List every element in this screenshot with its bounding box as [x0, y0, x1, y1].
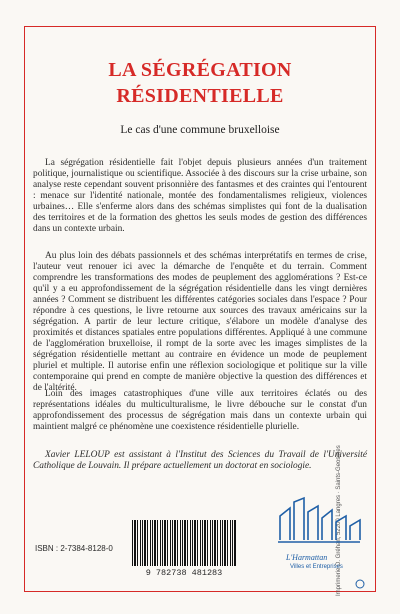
isbn: ISBN : 2-7384-8128-0	[35, 544, 113, 553]
book-title-line2: RÉSIDENTIELLE	[116, 85, 284, 107]
summary-paragraph-3: Loin des images catastrophiques d'une ville aux territoires éclatés ou des représentations idéales du multiculturalisme, le livre débouche sur le constat d'un approfondissement des processus de ségrégation mais dans un contexte urbain qui maintient malgré ce phénomène une coexistence résidentielle plurielle.	[33, 389, 367, 432]
summary-paragraph-2: Au plus loin des débats passionnels et des schémas interprétatifs en termes de crise, l'auteur veut renouer ici avec la démarche de l'enquête et du terrain. Comment comprendre les transformations des modes de peuplement des agglomérations ? Est-ce qu'il y a eu approfondissement de la ségrégation résidentielle dans les vingt dernières années ? Comment se distribuent les différentes catégories sociales dans l'espace ? Pour répondre à ces questions, le livre retourne aux sources des travaux américains sur la ségrégation. A partir de leur lecture critique, s'élabore un modèle d'analyse des proximités et distances spatiales entre populations différentes. Appliqué à une commune de l'agglomération bruxelloise, il rompt de la sorte avec les images simplistes de la ségrégation résidentielle mettant au contraire en évidence un mode de peuplement pluriel et multiple. Il autorise enfin une réflexion sociologique et politique sur la ville contemporaine qui prend en compte de manière objective la question des différences et de l'altérité.	[33, 251, 367, 393]
author-name: Xavier LELOUP	[45, 450, 110, 460]
author-description: est assistant à l'Institut des Sciences du Travail de l'Université Catholique de Louvain. Il prépare actuellement un doctorat en sociologie.	[33, 450, 367, 471]
book-title-line1: LA SÉGRÉGATION	[108, 59, 292, 81]
barcode-bars	[132, 520, 236, 566]
publisher-collection: Villes et Entreprises	[290, 564, 343, 570]
publisher-name: L'Harmattan	[286, 553, 328, 562]
barcode-number: 9 782738 481283	[145, 568, 223, 578]
book-subtitle: Le cas d'une commune bruxelloise	[120, 124, 280, 136]
printer-info: Imprimerie D. Gréhan, 52200 Langres · Saints-Geosmes	[336, 445, 342, 596]
publisher-logo-icon	[276, 496, 368, 590]
barcode	[124, 520, 244, 580]
author-bio	[33, 450, 367, 472]
summary-paragraph-1: La ségrégation résidentielle fait l'objet depuis plusieurs années d'un traitement politique, journalistique ou scientifique. Associée à des discours sur la crise urbaine, son analyse reste cependant souvent prisonnière des fantasmes et des craintes qui l'entourent : menace sur l'identité nationale, montée des fondamentalismes religieux, violences urbaines… Elle s'enferme alors dans des schémas simplistes qui font de la dualisation des territoires et de la formation des ghettos les seuls modes de gestion des différences dans un contexte urbain.	[33, 158, 367, 234]
